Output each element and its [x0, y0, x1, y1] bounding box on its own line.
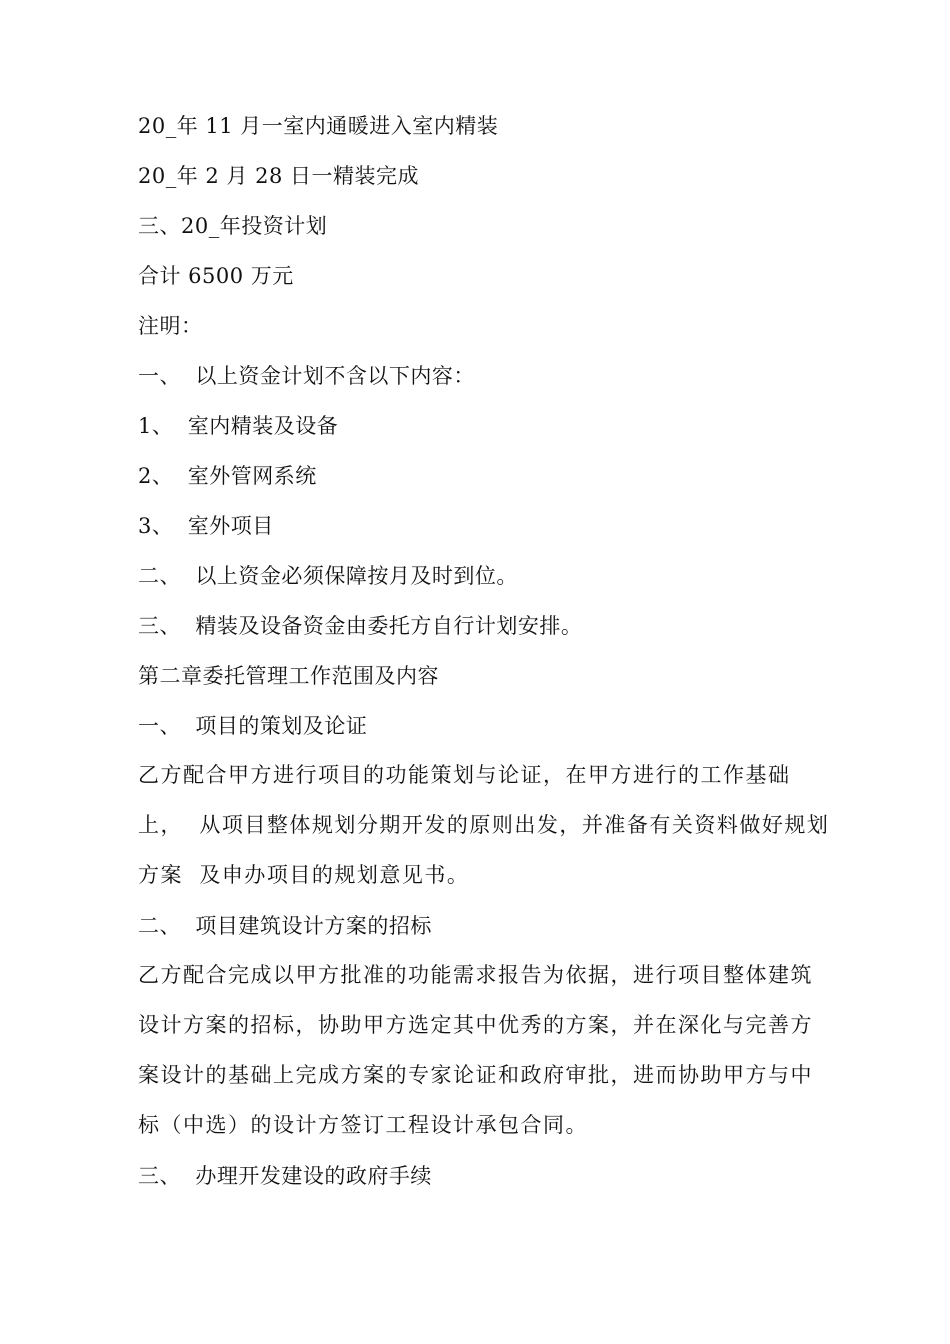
- paragraph-line: 案设计的基础上完成方案的专家论证和政府审批，进而协助甲方与中: [138, 1063, 813, 1087]
- text-line: 一、 以上资金计划不含以下内容：: [138, 364, 475, 388]
- text-line: 三、20_年投资计划: [138, 214, 328, 238]
- list-item: 1、 室内精装及设备: [138, 414, 339, 438]
- section-heading: 一、 项目的策划及论证: [138, 714, 368, 738]
- text-line: 20_年 11 月一室内通暖进入室内精装: [138, 114, 499, 138]
- paragraph-1: [138, 750, 828, 900]
- list-item: 2、 室外管网系统: [138, 464, 317, 488]
- paragraph-line: 方案 及申办项目的规划意见书。: [138, 863, 470, 887]
- paragraph-line: 标（中选）的设计方签订工程设计承包合同。: [138, 1113, 588, 1137]
- text-line: 二、 以上资金必须保障按月及时到位。: [138, 564, 518, 588]
- text-line: 合计 6500 万元: [138, 264, 294, 288]
- paragraph-line: 上， 从项目整体规划分期开发的原则出发，并准备有关资料做好规划: [138, 813, 830, 837]
- text-line: 三、 精装及设备资金由委托方自行计划安排。: [138, 614, 583, 638]
- paragraph-line: 乙方配合甲方进行项目的功能策划与论证，在甲方进行的工作基础: [138, 763, 791, 787]
- section-heading: 二、 项目建筑设计方案的招标: [138, 914, 432, 938]
- text-line: 20_年 2 月 28 日一精装完成: [138, 164, 420, 188]
- section-heading: 三、 办理开发建设的政府手续: [138, 1164, 432, 1188]
- paragraph-2: [138, 950, 828, 1150]
- paragraph-line: 乙方配合完成以甲方批准的功能需求报告为依据，进行项目整体建筑: [138, 963, 813, 987]
- paragraph-line: 设计方案的招标，协助甲方选定其中优秀的方案，并在深化与完善方: [138, 1013, 813, 1037]
- text-line: 注明：: [138, 314, 203, 338]
- chapter-heading: 第二章委托管理工作范围及内容: [138, 664, 439, 688]
- list-item: 3、 室外项目: [138, 514, 274, 538]
